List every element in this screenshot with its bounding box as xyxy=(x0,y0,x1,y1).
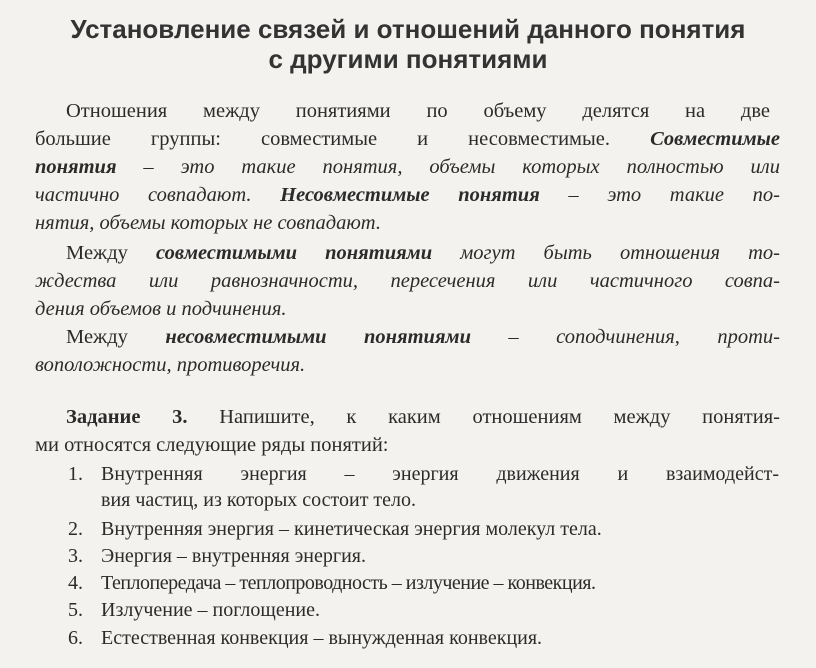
para1-line5: нятия, объемы которых не совпадают. xyxy=(35,212,381,234)
list-item-2: Внутренняя энергия – кинетическая энергия молекул тела. xyxy=(101,518,602,540)
para3-line1 xyxy=(66,327,780,348)
definition-text: частично совпадают. xyxy=(35,184,281,206)
list-item-number: 2. xyxy=(68,518,83,540)
task-line2: ми относятся следующие ряды понятий: xyxy=(35,434,389,456)
term-incompatible-concepts: Несовместимые понятия xyxy=(280,184,540,206)
task-label: Задание 3. xyxy=(66,406,188,428)
term-compatible-plural: совместимыми понятиями xyxy=(156,242,433,264)
list-item-number: 4. xyxy=(68,572,83,594)
para2-text: Между xyxy=(66,242,157,264)
term-compatible: Совместимые xyxy=(650,128,780,150)
task-text: Напишите, к каким отношениям между понятия- xyxy=(187,406,780,428)
para2-italic: могут быть отношения то- xyxy=(432,242,780,264)
para1-line4 xyxy=(35,185,780,206)
section-title-line-2: с другими понятиями xyxy=(268,44,548,74)
definition-incompatible: – это такие по- xyxy=(539,184,780,206)
para2-line1 xyxy=(66,243,780,264)
definition-compatible: – это такие понятия, объемы которых полностью или xyxy=(116,156,780,178)
list-item-3: Энергия – внутренняя энергия. xyxy=(101,545,366,567)
para2-line3: дения объемов и подчинения. xyxy=(35,298,287,320)
task-line1 xyxy=(66,407,780,428)
list-item-number: 6. xyxy=(68,627,83,649)
para1-line3 xyxy=(35,157,780,178)
list-item-1-line1: Внутренняя энергия – энергия движения и взаимодейст- xyxy=(101,463,779,485)
list-item-number: 5. xyxy=(68,599,83,621)
para3-text: Между xyxy=(66,326,166,348)
list-item-5: Излучение – поглощение. xyxy=(101,599,320,621)
para2-line2: ждества или равнозначности, пересечения или частичного совпа- xyxy=(35,270,780,292)
para3-line2: воположности, противоречия. xyxy=(35,354,306,376)
term-incompatible-plural: несовместимыми понятиями xyxy=(165,326,471,348)
list-item-4: Теплопередача – теплопроводность – излучение – конвекция. xyxy=(101,572,596,594)
list-item-number: 1. xyxy=(68,463,83,485)
para1-line1: Отношения между понятиями по объему делятся на две xyxy=(66,100,770,122)
para3-italic: – соподчинения, проти- xyxy=(470,326,780,348)
list-item-1-line2: вия частиц, из которых состоит тело. xyxy=(101,489,417,511)
para1-line2 xyxy=(35,129,780,150)
para1-text: большие группы: совместимые и несовместимые. xyxy=(35,128,651,150)
term-compatible-concepts: понятия xyxy=(35,156,117,178)
list-item-6: Естественная конвекция – вынужденная конвекция. xyxy=(101,627,543,649)
list-item-number: 3. xyxy=(68,545,83,567)
section-title-line-1: Установление связей и отношений данного понятия xyxy=(70,14,746,44)
